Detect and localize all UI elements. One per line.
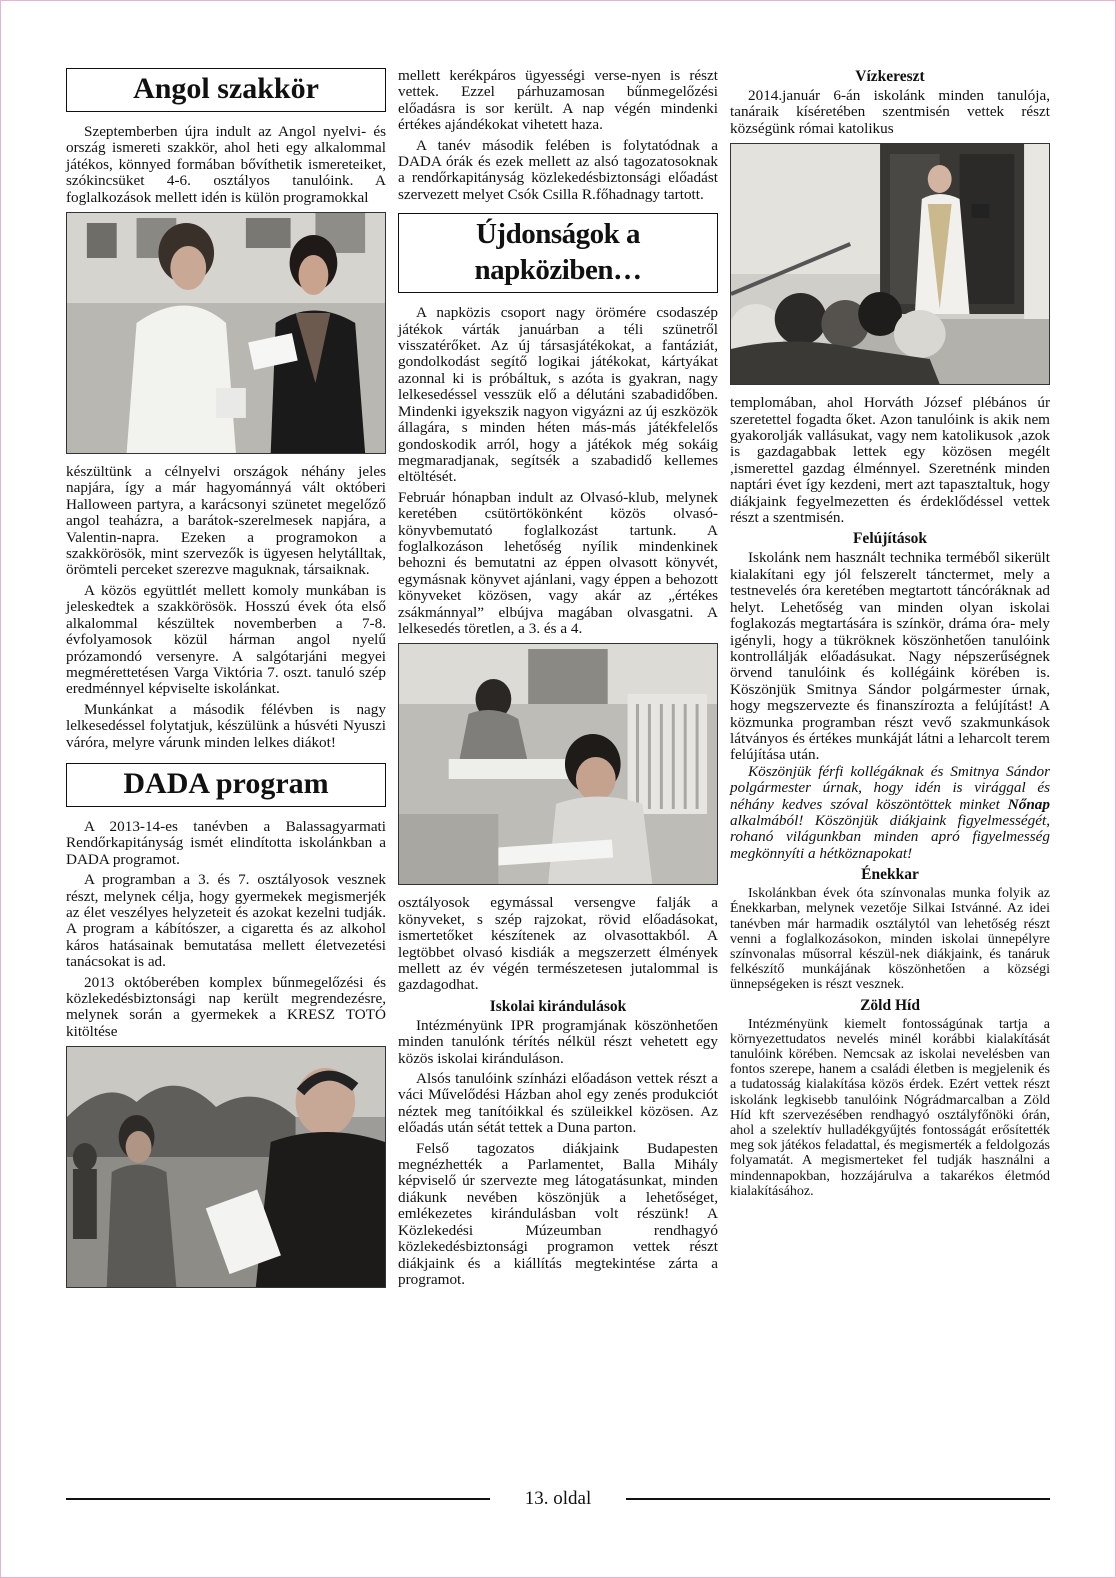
enekkar-title: Énekkar (861, 866, 919, 884)
kirandulasok-title: Iskolai kirándulások (489, 997, 627, 1015)
dada-continued-1: mellett kerékpáros ügyességi verse-nyen is részt vettek. Ezzel párhuzamosan bűnmegelőzési előadásra is sor került. A nap végén mindenki értékes ajándékokat vihetett haza. (398, 67, 718, 134)
ujdonsagok-paragraph-1: A napközis csoport nagy örömére csodaszép játékok várták januárban a téli szünetről visszatérőket. Az új társasjátékokat, a fantáziát, gondolkodást segítő logikai játékokat, kártyákat azonnal ki is próbáltuk, s azóta is gyakran, nagy lelkesedéssel vesszük elő a délutáni szabadidőben. Mindenki igyekszik nagyon vigyázni az új eszközök állagára, s minden héten más-más játékfelelős gondoskodik arról, hogy a játékok még sokáig megmaradjanak, segítsék a szabadidő kellemes eltöltését. (398, 304, 718, 486)
dada-paragraph-3: 2013 októberében komplex bűnmegelőzési és közlekedésbiztonsági nap került megrendezésre, melynek során a gyermekek a KRESZ TOTÓ kitöltése (66, 973, 386, 1040)
column-1 (66, 68, 386, 1298)
ujdonsagok-title: Újdonságok a napköziben… (398, 213, 718, 293)
italic-text-a: Köszönjük férfi kollégáknak és Smitnya Sándor polgármester úrnak, hogy idén is virággal és néhány kedves szóval köszöntöttek minket (730, 762, 1050, 813)
photo-english-club (66, 212, 386, 454)
felujitasok-paragraph-1: Iskolánk nem használt technika terméből sikerült kialakítani egy jól felszerelt tánctermet, mely a testnevelés óra keretében megtartott táncóráknak ad helyt. Lehetőség van minden olyan iskolai foglakozás megtartására is színkör, dráma óra- mely igényli, hogy a tükröknek köszönhetően tanulóink kontrollálják előadásukat. Nagy népszerűségnek örvend tanulóink és kollégáink körében is. Köszönjük Smitnya Sándor polgármester úrnak, hogy megszervezte és finanszírozta a felújítást! A közmunka programban részt vevő szakmunkások látványos és értékes munkáját látni a leharcolt terem felújítása után. (730, 549, 1050, 764)
dada-program-title: DADA program (66, 763, 386, 807)
italic-text-bold: Nőnap (1007, 795, 1050, 813)
felujitasok-italic-paragraph (730, 764, 1050, 862)
felujitasok-title: Felújítások (852, 530, 928, 548)
dada-paragraph-2: A programban a 3. és 7. osztályosok vesznek részt, melynek célja, hogy gyermekek megismerjék az élet veszélyes helyzeteit és azokat kezelni tudják. A program a kábítószer, a cigaretta és az alkohol káros hatásainak bemutatása mellett életvezetési tanácsokat is ad. (66, 871, 386, 971)
zold-hid-paragraph-1: Intézményünk kiemelt fontosságúnak tartja a környezettudatos nevelés minél korábbi kialakítását tanulóink körében. Nemcsak az iskolai nevelésben van fontos szerepe, hanem a családi életben is megjelenik és a tudatosság kialakítása közös érdek. Ezért vettek részt iskolánk legkisebb tanulóink Nógrádmarcalban a Zöld Híd kft szervezésében rendhagyó osztályfőnöki órán, ahol a szelektív hulladékgyűjtés fontosságát erősítették meg sok játékos feladattal, és megismerték a feldolgozás folyamatát. A megismerteket fel tudják használni a mindennapokban, hozzájárulva a takarékos életmód kialakításához. (730, 1016, 1050, 1199)
vizkereszt-title: Vízkereszt (855, 68, 925, 85)
dada-continued-2: A tanév második felében is folytatódnak a DADA órák és ezek mellett az alsó tagozatosoknak a rendőrkapitányság közlekedésbiztonsági előadást szervezett melyet Csók Csilla R.főhadnagy tartott. (398, 136, 718, 203)
footer-rule-left (66, 1498, 490, 1500)
kirandulasok-paragraph-1: Intézményünk IPR programjának köszönhetően minden tanulónk térítés nélkül részt vehetett egy közös iskolai kiránduláson. (398, 1016, 718, 1067)
ujdonsagok-paragraph-3: osztályosok egymással versengve falják a könyveket, s szép rajzokat, rövid előadásokat, ismertetőket készítenek az olvasottakból. A legtöbbet olvasó kisdiák a megszerzett élmények mellett az év végén természetesen jutalommal is gazdagodhat. (398, 894, 718, 994)
angol-paragraph-1: Szeptemberben újra indult az Angol nyelvi- és ország ismereti szakkör, ahol heti egy alkalommal játékos, könnyed formában bővíthetik ismereteiket, szókincsüket 4-6. osztályos tanulóink. A foglalkozások mellett idén is külön programokkal (66, 123, 386, 206)
column-3 (730, 68, 1050, 1199)
column-2 (398, 68, 718, 1288)
photo-epiphany-mass (730, 143, 1050, 385)
enekkar-paragraph-1: Iskolánkban évek óta színvonalas munka folyik az Énekkarban, melynek vezetője Silkai Istvánné. Az idei tanévben már harmadik osztálytól van lehetőség részt venni a foglalkozásokon, minden iskolai ünnepélyre színvonalas műsorral készül-nek diákjaink, és tanáruk felkészítő munkájának köszönhetően a községi ünnepségeken is részt vesznek. (730, 886, 1050, 993)
angol-szakkor-title: Angol szakkör (66, 68, 386, 112)
angol-paragraph-2: készültünk a célnyelvi országok néhány jeles napjára, így a már hagyománnyá vált októberi Halloween partyra, a karácsonyi szünetet megelőző angol teaházra, a barátok-szerelmesek napjára, a Valentin-napra. Ezeken a programokon a szakkörösök, mint szervezők is ügyesen helytálltak, örömteli perceket szerezve maguknak, társaiknak. (66, 463, 386, 579)
vizkereszt-paragraph-2: templomában, ahol Horváth József plébános úr szeretettel fogadta őket. Azon tanulóink is akik nem gyakorolják vallásukat, vagy nem katolikusok ,azok is gazdagabbak lettek egy közösen megélt ,ismerettel gazdag élménnyel. Szeretnénk minden naptári évet így kezdeni, mert azt tapasztaltuk, hogy diákjaink fegyelmezetten és érdeklődéssel vettek részt a szentmisén. (730, 394, 1050, 527)
zold-hid-title: Zöld Híd (860, 996, 920, 1014)
photo-dada-award (66, 1046, 386, 1288)
page-number: 13. oldal (524, 1488, 592, 1509)
angol-paragraph-4: Munkánkat a második félévben is nagy lelkesedéssel folytatjuk, készülünk a húsvéti Nyuszi váróra, melyre várunk minden lelkes diákot! (66, 700, 386, 751)
page-footer (66, 1484, 1050, 1514)
dada-paragraph-1: A 2013-14-es tanévben a Balassagyarmati Rendőrkapitányság ismét elindította iskolánkban a DADA programot. (66, 817, 386, 868)
kirandulasok-paragraph-3: Felső tagozatos diákjaink Budapesten megnézhették a Parlamentet, Balla Mihály képviselő úr szervezte meg látogatásunkat, minden diákunk nevében köszönjük a lehetőséget, emlékezetes kirándulásban volt részünk! A Közlekedési Múzeumban rendhagyó közlekedésbiztonsági programon vettek részt diákjaink és a kiállítás megtekintése zárta a programot. (398, 1139, 718, 1288)
angol-paragraph-3: A közös együttlét mellett komoly munkában is jeleskedtek a szakkörösök. Hosszú évek óta első alkalommal készültek novemberben a 7-8. évfolyamosok közül hárman angol nyelű prózamondó versenyre. A salgótarjáni megyei megmérettetésen Varga Viktória 7. oszt. tanuló szép eredménnyel képviselte iskolánkat. (66, 581, 386, 698)
photo-reading-club (398, 643, 718, 885)
kirandulasok-paragraph-2: Alsós tanulóink színházi előadáson vettek részt a váci Művelődési Házban ahol egy zenés produkciót néztek meg tanítóikkal és szüleikkel közösen. Az előadás után sétát tettek a Duna parton. (398, 1070, 718, 1137)
vizkereszt-paragraph-1: 2014.január 6-án iskolánk minden tanulója, tanáraik kíséretében szentmisén vettek részt községünk római katolikus (730, 87, 1050, 137)
italic-text-c: alkalmából! Köszönjük diákjaink figyelmességét, rohanó világunkban minden apró figyelmesség megkönnyíti a hétköznapokat! (730, 811, 1050, 862)
footer-rule-right (626, 1498, 1050, 1500)
ujdonsagok-paragraph-2: Február hónapban indult az Olvasó-klub, melynek keretében csütörtökönként közös olvasó-könyvbemutató foglalkozást tartunk. A foglalkozáson lehetőség nyílik mindenkinek behozni és bemutatni az éppen olvasott könyvét, egymásnak könyvet ajánlani, vagy éppen a behozott könyveket közösen, vagy akár az „értékes zsákmánnyal” elbújva magában olvasgatni. A lelkesedés töretlen, a 3. és a 4. (398, 488, 718, 637)
